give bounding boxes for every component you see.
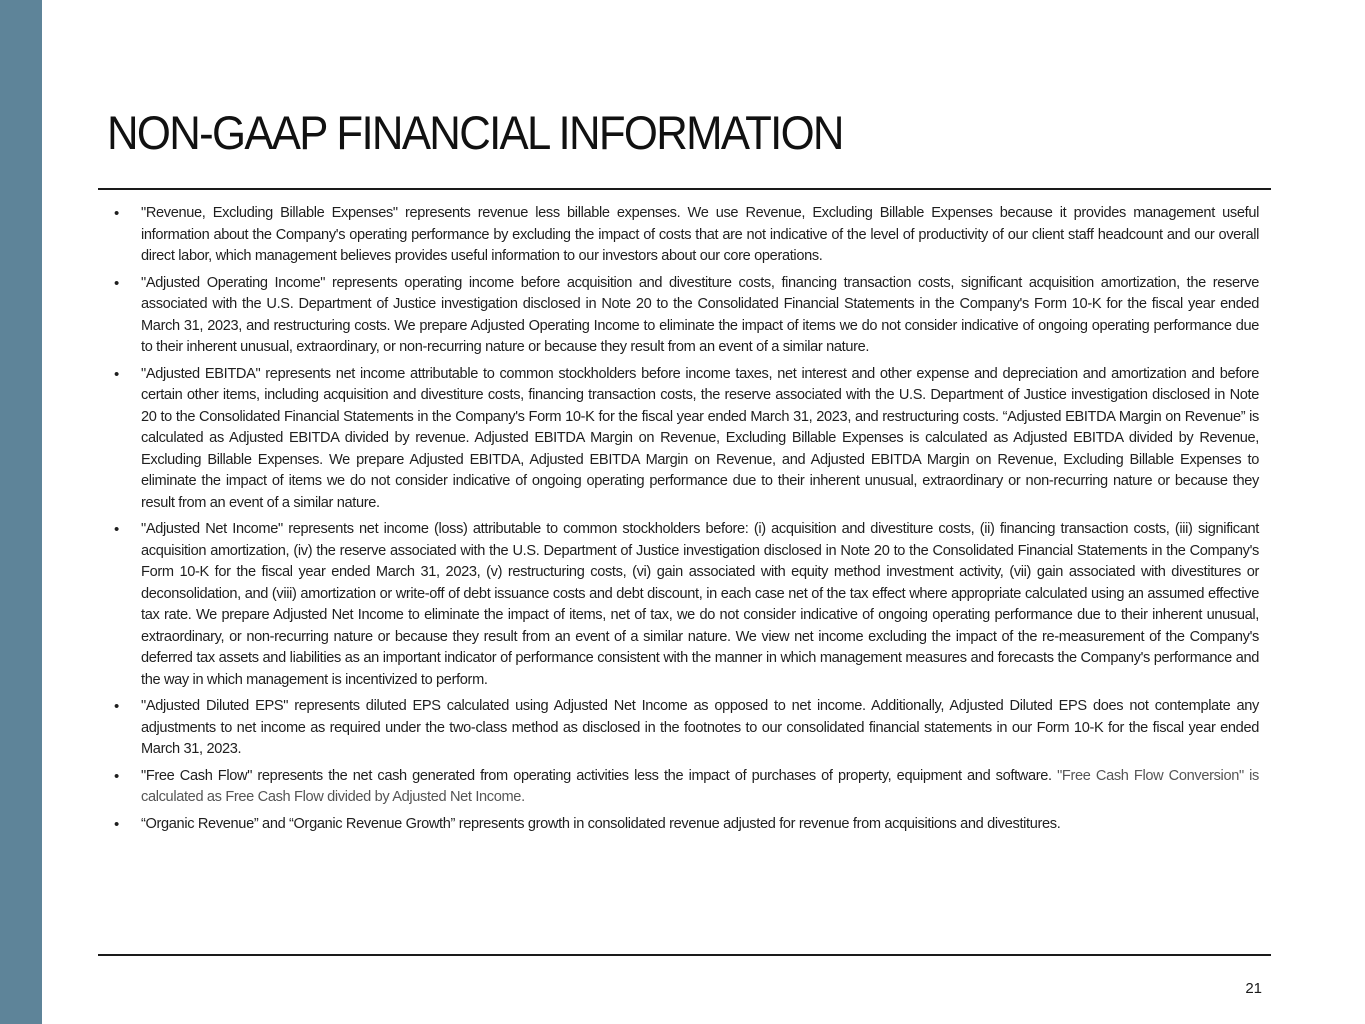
definition-text: "Revenue, Excluding Billable Expenses" represents revenue less billable expenses. We use Revenue, Excluding Billable Expenses because it provides management useful information about the Company's operating performance by excluding the impact of costs that are not indicative of the level of productivity of our client staff headcount and our overall direct labor, which management believes provides useful information to our investors about our core operations. (141, 205, 1259, 264)
list-item-free-cash-flow (108, 766, 1259, 809)
bullet-icon: • (114, 815, 119, 833)
definition-text-tail: "Free Cash Flow Conversion" is calculated as Free Cash Flow divided by Adjusted Net Income. (141, 767, 1259, 805)
definition-text: "Adjusted EBITDA" represents net income attributable to common stockholders before income taxes, net interest and other expense and depreciation and amortization and before certain other items, including acquisition and divestiture costs, financing transaction costs, the reserve associated with the U.S. Department of Justice investigation disclosed in Note 20 to the Consolidated Financial Statements in the Company's Form 10-K for the fiscal year ended March 31, 2023, and restructuring costs. “Adjusted EBITDA Margin on Revenue” is calculated as Adjusted EBITDA divided by revenue. Adjusted EBITDA Margin on Revenue, Excluding Billable Expenses is calculated as Adjusted EBITDA divided by Revenue, Excluding Billable Expenses. We prepare Adjusted EBITDA, Adjusted EBITDA Margin on Revenue, and Adjusted EBITDA Margin on Revenue, Excluding Billable Expenses to eliminate the impact of items we do not consider indicative of ongoing operating performance due to their inherent unusual, extraordinary or non-recurring nature or because they result from an event of a similar nature. (141, 365, 1259, 511)
list-item-adjusted-operating-income (108, 273, 1259, 359)
definition-text: "Free Cash Flow" represents the net cash generated from operating activities less the impact of purchases of property, equipment and software. (141, 767, 1058, 784)
bullet-icon: • (114, 365, 119, 383)
definition-text: "Adjusted Diluted EPS" represents diluted EPS calculated using Adjusted Net Income as opposed to net income. Additionally, Adjusted Diluted EPS does not contemplate any adjustments to net income as required under the two-class method as disclosed in the footnotes to our consolidated financial statements in our Form 10-K for the fiscal year ended March 31, 2023. (141, 698, 1259, 757)
definition-text: “Organic Revenue” and “Organic Revenue Growth” represents growth in consolidated revenue adjusted for revenue from acquisitions and divestitures. (141, 815, 1061, 832)
definition-text: "Adjusted Operating Income" represents operating income before acquisition and divestiture costs, financing transaction costs, significant acquisition amortization, the reserve associated with the U.S. Department of Justice investigation disclosed in Note 20 to the Consolidated Financial Statements in the Company's Form 10-K for the fiscal year ended March 31, 2023, and restructuring costs. We prepare Adjusted Operating Income to eliminate the impact of items we do not consider indicative of ongoing operating performance due to their inherent unusual, extraordinary, or non-recurring nature or because they result from an event of a similar nature. (141, 274, 1259, 355)
definitions-list (108, 203, 1259, 840)
list-item-adjusted-net-income (108, 519, 1259, 691)
top-divider (98, 188, 1271, 190)
list-item-adjusted-ebitda (108, 364, 1259, 515)
page-title: NON-GAAP FINANCIAL INFORMATION (107, 106, 843, 159)
bullet-icon: • (114, 274, 119, 292)
bottom-divider (98, 954, 1271, 956)
list-item-revenue-excluding-billable (108, 203, 1259, 268)
page-number: 21 (1245, 980, 1262, 997)
bullet-icon: • (114, 521, 119, 538)
bullet-icon: • (114, 205, 119, 222)
bullet-icon: • (114, 767, 119, 785)
list-item-adjusted-diluted-eps (108, 696, 1259, 761)
bullet-icon: • (114, 698, 119, 715)
side-accent-bar (0, 0, 42, 1024)
definition-text: "Adjusted Net Income" represents net income (loss) attributable to common stockholders before: (i) acquisition and divestiture costs, (ii) financing transaction costs, (iii) significant acquisition amortization, (iv) the reserve associated with the U.S. Department of Justice investigation disclosed in Note 20 to the Consolidated Financial Statements in the Company's Form 10-K for the fiscal year ended March 31, 2023, (v) restructuring costs, (vi) gain associated with equity method investment activity, (vii) gain associated with divestitures or deconsolidation, and (viii) amortization or write-off of debt issuance costs and debt discount, in each case net of the tax effect where appropriate calculated using an assumed effective tax rate. We prepare Adjusted Net Income to eliminate the impact of items, net of tax, we do not consider indicative of ongoing operating performance due to their inherent unusual, extraordinary, or non-recurring nature or because they result from an event of a similar nature. We view net income excluding the impact of the re-measurement of the Company's deferred tax assets and liabilities as an important indicator of performance consistent with the manner in which management measures and forecasts the Company's performance and the way in which management is incentivized to perform. (141, 521, 1259, 688)
list-item-organic-revenue (108, 814, 1259, 836)
